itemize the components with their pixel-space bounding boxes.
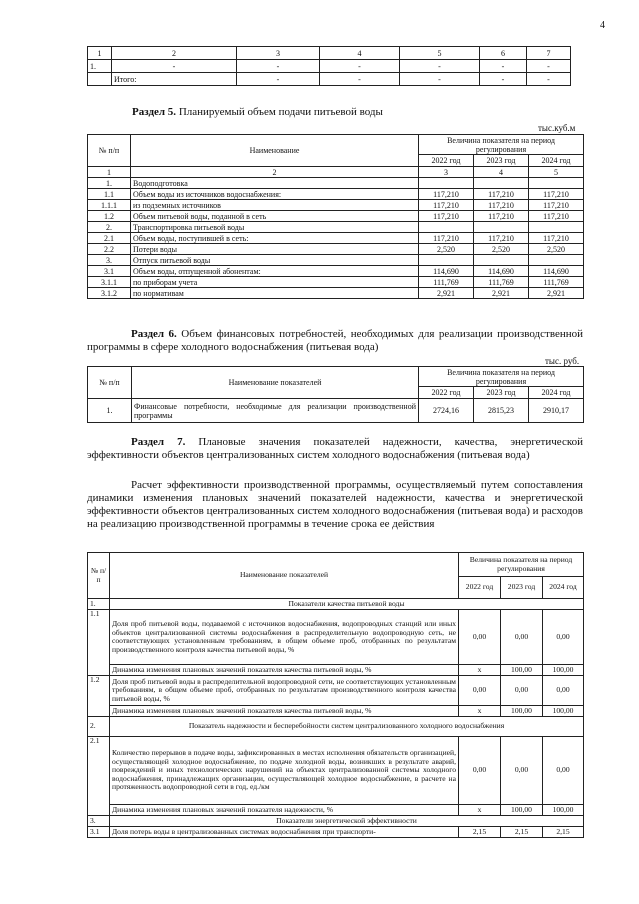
column-header: Величина показателя на период регулирования [459,553,584,577]
table-cell [529,178,584,189]
table-cell: - [237,60,320,73]
table-cell: по приборам учета [131,277,419,288]
column-header: № п/п [88,553,110,599]
table-row [88,266,584,277]
table-row [88,676,584,706]
table-row [88,211,584,222]
table-cell: Динамика изменения плановых значений показателя качества питьевой воды, % [110,665,459,676]
table-row [88,178,584,189]
table-cell: 2,921 [474,288,529,299]
table-cell [419,222,474,233]
table-cell: по нормативам [131,288,419,299]
group-row [88,816,584,827]
table-cell: 117,210 [529,189,584,200]
table-cell: 0,00 [501,610,543,665]
page-number: 4 [600,20,605,31]
section7-table [87,552,584,838]
table-row [88,805,584,816]
table-cell: Объем воды, отпущенной абонентам: [131,266,419,277]
section5-table [87,134,584,299]
table-cell: - [480,73,527,86]
section5-title-bold: Раздел 5. [132,106,177,118]
table-cell: 1.1 [88,610,110,676]
table-cell: 100,00 [501,665,543,676]
table-cell: Доля проб питьевой воды, подаваемой с источников водоснабжения, водопроводных станций или иных объектов централизованной системы водоснабжения в распределительную водопроводную сеть, не соответствующих установленным требованиям, в общем объеме проб, отобранных по результатам производственного контроля качества питьевой воды, % [110,610,459,665]
table-cell: 3.1 [88,266,131,277]
table-cell: - [320,60,400,73]
table-row [88,60,571,73]
table-cell [474,222,529,233]
table-cell: 1.2 [88,211,131,222]
section7-title-bold: Раздел 7. [131,436,186,448]
table-cell: 3. [88,255,131,266]
table-cell: 1.1.1 [88,200,131,211]
table-cell: Объем питьевой воды, поданной в сеть [131,211,419,222]
column-header: Наименование показателей [132,367,419,399]
column-header: 2023 год [474,155,529,167]
table-cell: 2.2 [88,244,131,255]
table-cell: 2 [112,47,237,60]
top-table [87,46,571,86]
section6-table [87,366,584,423]
table-cell: 3.1.1 [88,277,131,288]
table-cell: 2 [131,167,419,178]
table-cell: 2.1 [88,233,131,244]
table-cell: 117,210 [474,200,529,211]
table-cell: 3 [419,167,474,178]
column-header: Наименование [131,135,419,167]
table-cell: Показатели энергетической эффективности [110,816,584,827]
table-cell: 3.1 [88,827,110,838]
column-header: 2023 год [501,577,543,599]
table-cell: 2. [88,717,110,737]
table-cell [474,178,529,189]
table-cell [529,255,584,266]
table-cell: 2,921 [419,288,474,299]
table-cell: 7 [527,47,571,60]
table-cell: 5 [529,167,584,178]
table-cell: 1 [88,167,131,178]
column-header: № п/п [88,135,131,167]
table-cell: Объем воды, поступившей в сеть: [131,233,419,244]
table-cell: 6 [480,47,527,60]
section6-title [87,328,583,354]
table-cell: 5 [400,47,480,60]
section6-title-text: Объем финансовых потребностей, необходимых для реализации производственной программы в сфере холодного водоснабжения (питьевая вода) [87,328,583,353]
section7-paragraph: Расчет эффективности производственной программы, осуществляемый путем сопоставления динамики изменения плановых значений показателей надежности, качества и энергетической эффективности объектов централизованных систем холодного водоснабжения (питьевая вода) и расходов на реализацию производственной программы в течение срока ее действия [87,479,583,530]
table-cell: 117,210 [529,200,584,211]
table-cell: Потери воды [131,244,419,255]
table-cell: - [320,73,400,86]
table-cell: - [480,60,527,73]
table-cell: 2815,23 [474,399,529,423]
table-cell: 0,00 [543,676,584,706]
table-cell: 117,210 [419,189,474,200]
column-header: Величина показателя на период регулирования [419,135,584,155]
table-cell: 117,210 [419,200,474,211]
table-cell: 2,520 [419,244,474,255]
table-cell: Количество перерывов в подаче воды, зафиксированных в местах исполнения обязательств организацией, осуществляющей холодное водоснабжение, по подаче холодной воды, возникших в результате аварий, повреждений и иных технологических нарушений на объектах централизованной системы холодного водоснабжения, принадлежащих организации, осуществляющей холодное водоснабжение, в расчете на протяженность водопроводной сети в год, ед./км [110,737,459,805]
table-cell: 117,210 [529,233,584,244]
table-cell: - [112,60,237,73]
table-cell: 111,769 [474,277,529,288]
table-cell: 1.1 [88,189,131,200]
column-header: 2022 год [419,387,474,399]
column-header: 2024 год [543,577,584,599]
table-cell: - [400,73,480,86]
table-row [88,189,584,200]
index-row [88,167,584,178]
table-cell: x [459,706,501,717]
table-cell: 117,210 [529,211,584,222]
table-cell: 117,210 [474,233,529,244]
table-row [88,737,584,805]
table-cell: 1. [88,399,132,423]
table-cell: 114,690 [474,266,529,277]
table-row [88,399,584,423]
table-cell: 3.1.2 [88,288,131,299]
table-cell: 2,15 [459,827,501,838]
table-cell: 2.1 [88,737,110,816]
table-cell: 0,00 [543,610,584,665]
table-cell: 1. [88,599,110,610]
table-cell: 2,15 [501,827,543,838]
section5-unit: тыс.куб.м [538,123,576,133]
top-table-header-row [88,47,571,60]
table-row [88,277,584,288]
table-cell: 117,210 [419,211,474,222]
table-cell: - [400,60,480,73]
table-cell: 100,00 [543,805,584,816]
table-cell: Объем воды из источников водоснабжения: [131,189,419,200]
table-cell: 1. [88,178,131,189]
table-row [88,706,584,717]
table-cell: 2. [88,222,131,233]
table-cell: 117,210 [474,189,529,200]
table-cell: 0,00 [501,676,543,706]
column-header: 2022 год [459,577,501,599]
table-cell: 3 [237,47,320,60]
table-cell: 100,00 [501,805,543,816]
column-header: 2024 год [529,387,584,399]
table-row [88,288,584,299]
table-cell: x [459,665,501,676]
column-header: 2022 год [419,155,474,167]
table-cell: Транспортировка питьевой воды [131,222,419,233]
table-cell: 100,00 [543,665,584,676]
table-cell: - [527,73,571,86]
table-cell: 100,00 [501,706,543,717]
table-row [88,200,584,211]
table-row [88,73,571,86]
table-cell: 111,769 [419,277,474,288]
table-cell: 0,00 [459,676,501,706]
table-cell: Водоподготовка [131,178,419,189]
table-cell: из подземных источников [131,200,419,211]
table-cell: 0,00 [543,737,584,805]
section5-title-text: Планируемый объем подачи питьевой воды [176,106,383,118]
table-cell: Финансовые потребности, необходимые для реализации производственной программы [132,399,419,423]
table-cell: 114,690 [529,266,584,277]
table-row [88,665,584,676]
table-cell: 4 [474,167,529,178]
table-cell: 100,00 [543,706,584,717]
section7-title-text: Плановые значения показателей надежности, качества, энергетической эффективности объектов централизованных систем холодного водоснабжения (питьевая вода) [87,436,583,461]
table-cell: 0,00 [459,737,501,805]
table-cell: Показатели качества питьевой воды [110,599,584,610]
table-cell: Итого: [112,73,237,86]
table-cell: Отпуск питьевой воды [131,255,419,266]
table-row [88,827,584,838]
section5-title [132,106,383,119]
table-row [88,255,584,266]
column-header: 2023 год [474,387,529,399]
table-cell [88,73,112,86]
table-cell: 0,00 [459,610,501,665]
column-header: Величина показателя на период регулирования [419,367,584,387]
column-header: Наименование показателей [110,553,459,599]
table-row [88,610,584,665]
table-cell: Динамика изменения плановых значений показателя качества питьевой воды, % [110,706,459,717]
table-cell: 114,690 [419,266,474,277]
table-cell: x [459,805,501,816]
table-cell: 1.2 [88,676,110,717]
table-cell: Динамика изменения плановых значений показателя надежности, % [110,805,459,816]
table-cell: Доля потерь воды в централизованных системах водоснабжения при транспорти- [110,827,459,838]
group-row [88,599,584,610]
table-cell: - [237,73,320,86]
table-cell [474,255,529,266]
table-cell: Доля проб питьевой воды в распределительной водопроводной сети, не соответствующих установленным требованиям, в общем объеме проб, отобранных по результатам производственного контроля качества питьевой воды, % [110,676,459,706]
table-row [88,233,584,244]
table-cell: Показатель надежности и бесперебойности систем централизованного холодного водоснабжения [110,717,584,737]
table-cell: 2,15 [543,827,584,838]
table-cell: 1 [88,47,112,60]
table-row [88,222,584,233]
table-cell: 2,520 [474,244,529,255]
group-row [88,717,584,737]
table-cell: 2,520 [529,244,584,255]
table-cell [419,255,474,266]
section6-title-bold: Раздел 6. [131,328,177,340]
section6-unit: тыс. руб. [545,356,580,366]
table-cell: 117,210 [474,211,529,222]
table-cell [529,222,584,233]
column-header: № п/п [88,367,132,399]
table-row [88,244,584,255]
table-cell: 4 [320,47,400,60]
table-cell: 2724,16 [419,399,474,423]
table-cell: 2,921 [529,288,584,299]
table-cell: - [527,60,571,73]
column-header: 2024 год [529,155,584,167]
table-cell: 3. [88,816,110,827]
table-cell: 2910,17 [529,399,584,423]
table-cell: 111,769 [529,277,584,288]
table-cell: 0,00 [501,737,543,805]
section7-title [87,436,583,462]
table-cell: 117,210 [419,233,474,244]
table-cell: 1. [88,60,112,73]
table-cell [419,178,474,189]
